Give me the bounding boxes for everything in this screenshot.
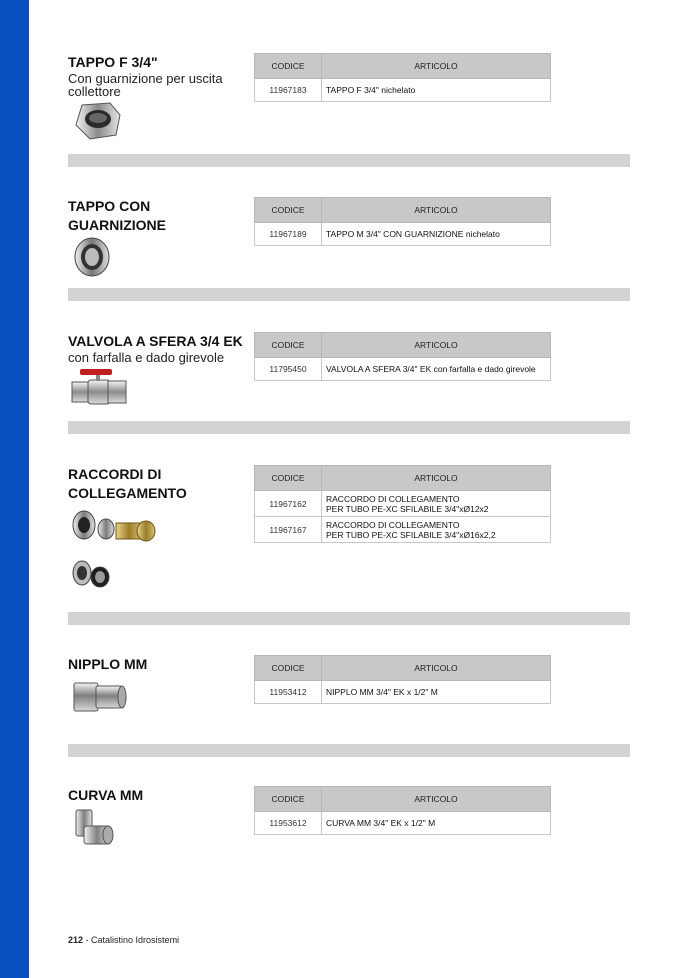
header-code: CODICE [255,198,322,223]
section-title: TAPPO F 3/4" Con guarnizione per uscita collettore [68,53,253,98]
row-code: 11967189 [255,223,322,246]
header-code: CODICE [255,54,322,79]
section-separator [68,744,630,757]
product-table [254,332,551,381]
article-line: RACCORDO DI COLLEGAMENTO [326,493,460,504]
header-article: ARTICOLO [322,54,551,79]
table-row [255,358,551,381]
row-code: 11967167 [255,517,322,543]
row-article [322,517,551,543]
header-code: CODICE [255,787,322,812]
header-article: ARTICOLO [322,198,551,223]
row-article: NIPPLO MM 3/4" EK x 1/2" M [322,681,551,704]
article-line: PER TUBO PE-XC SFILABILE 3/4"xØ12x2 [326,503,489,514]
cap-gasket-image [70,235,116,279]
table-row [255,517,551,543]
footer-text: - Catalistino Idrosistemi [83,935,180,945]
row-code: 11967183 [255,79,322,102]
section-title: RACCORDI DI COLLEGAMENTO [68,466,187,501]
row-article: CURVA MM 3/4" EK x 1/2" M [322,812,551,835]
elbow-fitting-image [70,808,116,850]
header-code: CODICE [255,466,322,491]
row-article: TAPPO F 3/4" nichelato [322,79,551,102]
section-title: CURVA MM [68,787,144,803]
table-row [255,491,551,517]
row-code: 11953612 [255,812,322,835]
section-separator [68,154,630,167]
product-table [254,655,551,704]
section-separator [68,421,630,434]
product-table [254,786,551,835]
connector-small-image [70,557,120,593]
article-line: RACCORDO DI COLLEGAMENTO [326,519,460,530]
header-article: ARTICOLO [322,787,551,812]
row-article: VALVOLA A SFERA 3/4" EK con farfalla e dado girevole [322,358,551,381]
section-title: VALVOLA A SFERA 3/4 EK con farfalla e dado girevole [68,332,258,364]
table-row [255,812,551,835]
section-subtitle: Con guarnizione per uscita collettore [68,71,223,99]
table-row [255,79,551,102]
page-footer [68,935,179,945]
cap-fitting-image [70,99,124,147]
header-code: CODICE [255,333,322,358]
table-row [255,223,551,246]
section-separator [68,612,630,625]
row-code: 11953412 [255,681,322,704]
section-title: TAPPO CON GUARNIZIONE [68,198,166,233]
side-color-bar [0,0,29,978]
table-row [255,681,551,704]
product-table [254,197,551,246]
nipple-fitting-image [70,677,128,717]
row-article [322,491,551,517]
section-separator [68,288,630,301]
product-table [254,465,551,543]
header-article: ARTICOLO [322,466,551,491]
page-number: 212 [68,935,84,945]
product-table [254,53,551,102]
section-subtitle: con farfalla e dado girevole [68,350,225,365]
row-code: 11967162 [255,491,322,517]
row-article: TAPPO M 3/4" CON GUARNIZIONE nichelato [322,223,551,246]
header-article: ARTICOLO [322,656,551,681]
row-code: 11795450 [255,358,322,381]
section-title: NIPPLO MM [68,656,148,672]
header-article: ARTICOLO [322,333,551,358]
connector-fittings-image [70,505,160,553]
article-line: PER TUBO PE-XC SFILABILE 3/4"xØ16x2,2 [326,529,496,540]
header-code: CODICE [255,656,322,681]
ball-valve-image [70,368,128,410]
